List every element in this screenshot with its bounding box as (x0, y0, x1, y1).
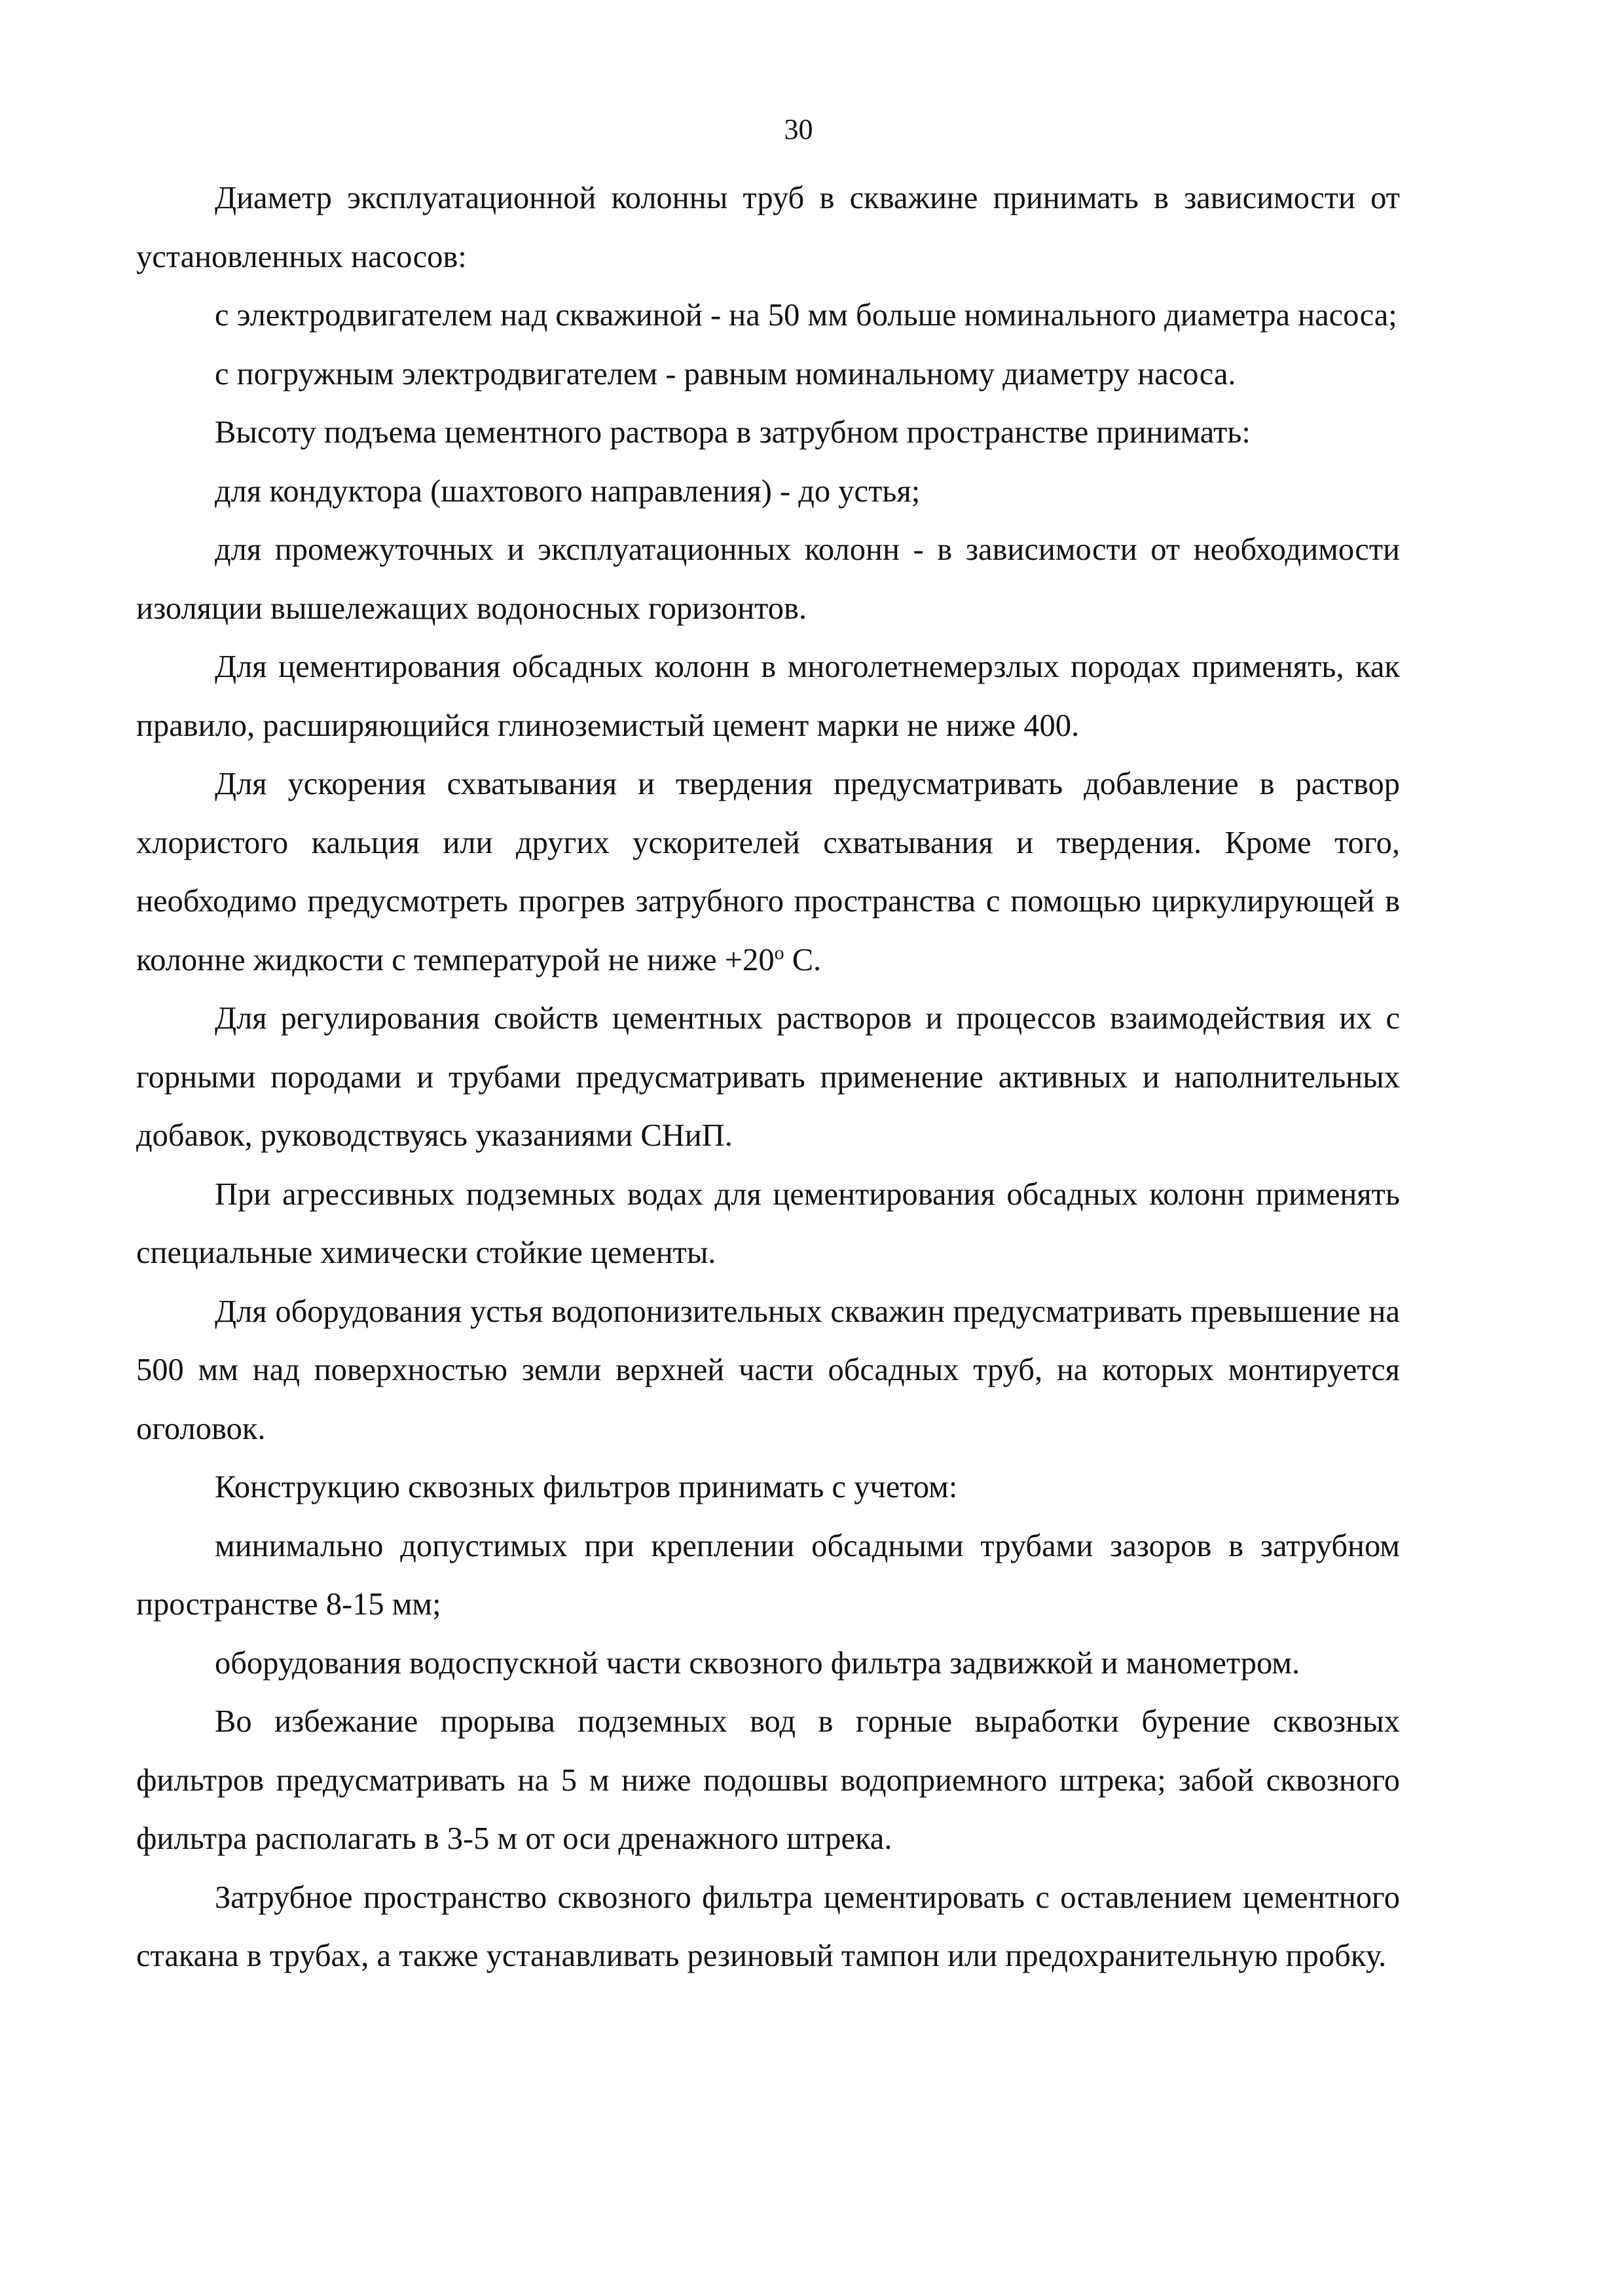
degree-mark: o (774, 941, 784, 964)
paragraph-15: Во избежание прорыва подземных вод в горные выработки бурение сквозных фильтров предусматривать на 5 м ниже подошвы водоприемного штрека; забой сквозного фильтра располагать в 3-5 м от оси дренажного штрека. (136, 1704, 1400, 1856)
paragraph-6: для промежуточных и эксплуатационных колонн - в зависимости от необходимости изоляции вышележащих водоносных горизонтов. (136, 532, 1400, 626)
paragraph-12: Конструкцию сквозных фильтров принимать с учетом: (215, 1470, 958, 1504)
temperature-unit: С. (784, 942, 822, 977)
paragraph-9: Для регулирования свойств цементных растворов и процессов взаимодействия их с горными породами и трубами предусматривать применение активных и наполнительных добавок, руководствуясь указаниями СНиП. (136, 1001, 1400, 1153)
paragraph-3: с погружным электродвигателем - равным номинальному диаметру насоса. (215, 356, 1236, 392)
document-body (136, 169, 1400, 1986)
paragraph-4: Высоту подъема цементного раствора в затрубном пространстве принимать: (215, 415, 1251, 450)
page-number: 30 (784, 113, 813, 145)
paragraph-8 (136, 755, 1400, 989)
paragraph-1: Диаметр эксплуатационной колонны труб в скважине принимать в зависимости от установленных насосов: (136, 181, 1400, 274)
paragraph-7: Для цементирования обсадных колонн в многолетнемерзлых породах применять, как правило, расширяющийся глиноземистый цемент марки не ниже 400. (136, 649, 1400, 743)
paragraph-13: минимально допустимых при креплении обсадными трубами зазоров в затрубном пространстве 8-15 мм; (136, 1528, 1400, 1622)
paragraph-16: Затрубное пространство сквозного фильтра цементировать с оставлением цементного стакана в трубах, а также устанавливать резиновый тампон или предохранительную пробку. (136, 1880, 1400, 1973)
paragraph-11: Для оборудования устья водопонизительных скважин предусматривать превышение на 500 мм над поверхностью земли верхней части обсадных труб, на которых монтируется оголовок. (136, 1294, 1400, 1446)
paragraph-5: для кондуктора (шахтового направления) - до устья; (215, 473, 921, 509)
paragraph-8-text: Для ускорения схватывания и твердения предусматривать добавление в раствор хлористого кальция или других ускорителей схватывания и твердения. Кроме того, необходимо предусмотреть прогрев затрубного пространства с помощью циркулирующей в колонне жидкости с температурой не ниже +20 (136, 767, 1400, 977)
paragraph-10: При агрессивных подземных водах для цементирования обсадных колонн применять специальные химически стойкие цементы. (136, 1176, 1400, 1270)
paragraph-2: с электродвигателем над скважиной - на 50 мм больше номинального диаметра насоса; (215, 298, 1397, 333)
paragraph-14: оборудования водоспускной части сквозного фильтра задвижкой и манометром. (215, 1645, 1300, 1681)
